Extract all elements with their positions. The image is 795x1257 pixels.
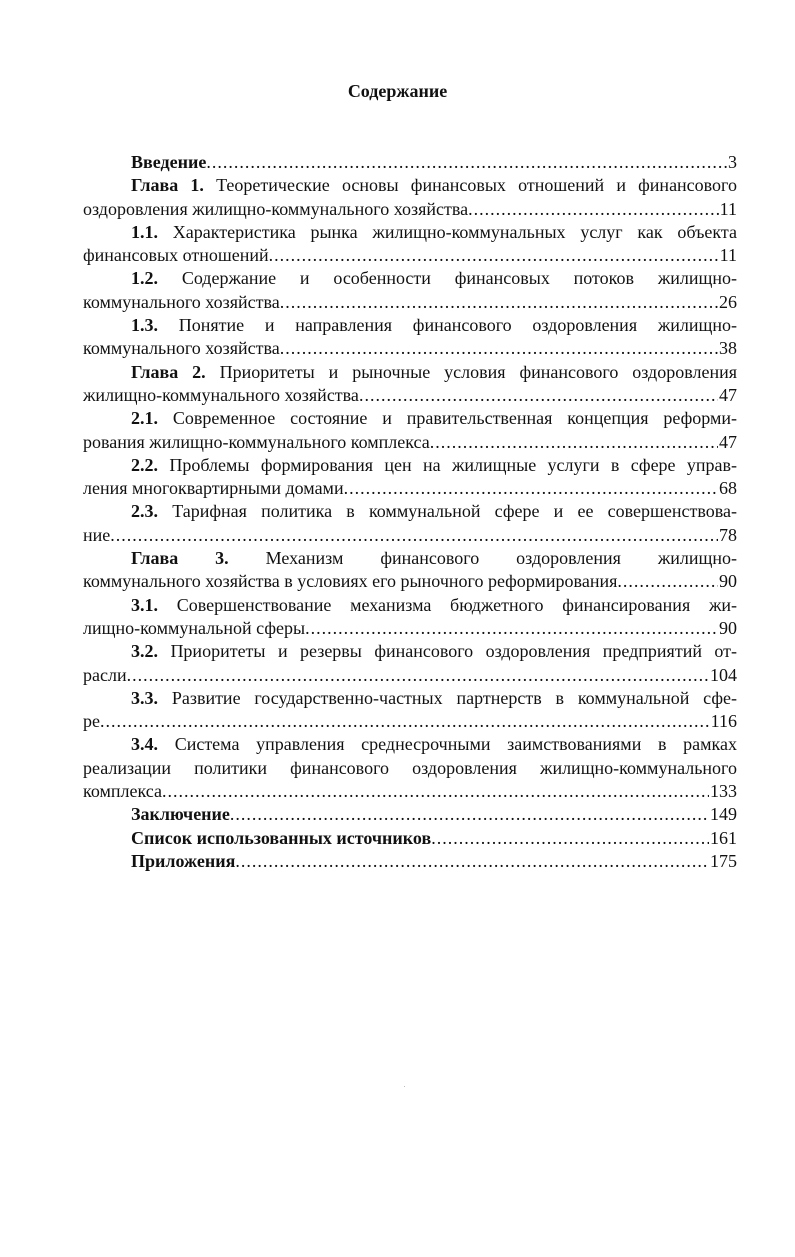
toc-entry-title-end: коммунального хозяйства — [83, 291, 280, 312]
dot-leader — [100, 710, 710, 733]
toc-entry-text — [83, 221, 737, 244]
toc-entry-title: Система управления среднесрочными заимствованиями в рамках — [174, 734, 738, 755]
toc-entry-title: Характеристика рынка жилищно-коммунальных услуг как объекта — [172, 221, 737, 242]
toc-page-number: 11 — [719, 198, 737, 219]
toc-entry-line — [83, 384, 737, 407]
toc-entry-text — [83, 547, 737, 570]
toc-entry-text — [83, 594, 737, 617]
toc-entry-number: 3.1. — [131, 594, 158, 615]
toc-page-number: 47 — [719, 431, 737, 452]
toc-entry-line — [83, 431, 737, 454]
toc-entry-text — [83, 267, 737, 290]
toc-entry-title-end: оздоровления жилищно-коммунального хозяйства — [83, 198, 469, 219]
toc-entry-text — [83, 407, 737, 430]
dot-leader — [235, 850, 709, 873]
toc-entry-title-end: расли — [83, 664, 127, 685]
toc-entry — [83, 850, 737, 873]
toc-page-number: 161 — [710, 827, 737, 848]
dot-leader — [206, 151, 727, 174]
toc-entry — [83, 361, 737, 408]
toc-entry — [83, 407, 737, 454]
toc-page-number: 149 — [710, 804, 737, 825]
dot-leader — [468, 198, 719, 221]
toc-entry-title: Теоретические основы финансовых отношений и финансового — [216, 175, 737, 196]
dot-leader — [344, 477, 718, 500]
toc-page-number: 68 — [719, 478, 737, 499]
toc-entry-text — [83, 454, 737, 477]
toc-entry-title-end: коммунального хозяйства — [83, 338, 280, 359]
toc-entry-line — [83, 803, 737, 826]
toc-entry-title-end: коммунального хозяйства в условиях его рыночного реформирования — [83, 571, 618, 592]
dot-leader — [230, 803, 709, 826]
dot-leader — [359, 384, 718, 407]
toc-entry-number: Глава 3. — [131, 548, 229, 569]
toc-entry-number: Глава 1. — [131, 175, 204, 196]
toc-page-number: 78 — [719, 524, 737, 545]
toc-entry-title: Совершенствование механизма бюджетного финансирования жи- — [176, 594, 738, 615]
toc-entry — [83, 594, 737, 641]
toc-page-number: 47 — [719, 384, 737, 405]
toc-entry-heading — [131, 850, 235, 873]
toc-entry-title: Приоритеты и резервы финансового оздоровления предприятий от- — [170, 641, 738, 662]
toc-entry-number: 3.3. — [131, 687, 158, 708]
toc-entry-heading — [131, 803, 230, 826]
table-of-contents — [83, 151, 737, 873]
toc-entry-line — [83, 850, 737, 873]
toc-entry-title-end: ре — [83, 711, 100, 732]
toc-entry-number: 2.1. — [131, 408, 158, 429]
toc-entry — [83, 454, 737, 501]
dot-leader — [110, 524, 718, 547]
toc-entry-line — [83, 477, 737, 500]
toc-page-number: 26 — [719, 291, 737, 312]
toc-entry-line — [83, 710, 737, 733]
toc-entry-number: Глава 2. — [131, 361, 206, 382]
toc-entry — [83, 733, 737, 803]
toc-entry-line — [83, 291, 737, 314]
toc-entry-title-end: ления многоквартирными домами — [83, 478, 344, 499]
toc-entry — [83, 687, 737, 734]
toc-entry-text — [83, 314, 737, 337]
toc-entry-heading — [131, 827, 431, 850]
toc-page-number: 90 — [719, 571, 737, 592]
toc-entry-line — [83, 198, 737, 221]
toc-entry-text — [83, 640, 737, 663]
toc-entry-title: Проблемы формирования цен на жилищные услуги в сфере управ- — [169, 454, 738, 475]
dot-leader — [280, 291, 718, 314]
toc-entry-line — [83, 337, 737, 360]
toc-entry — [83, 827, 737, 850]
toc-entry — [83, 221, 737, 268]
toc-entry-number: Приложения — [131, 850, 236, 871]
toc-entry — [83, 547, 737, 594]
toc-entry-line — [83, 617, 737, 640]
toc-page-number: 11 — [719, 245, 737, 266]
toc-entry — [83, 314, 737, 361]
toc-entry — [83, 174, 737, 221]
toc-entry-title: Тарифная политика в коммунальной сфере и ее совершенствова- — [172, 501, 737, 522]
toc-entry — [83, 803, 737, 826]
toc-entry-line — [83, 570, 737, 593]
toc-entry-line — [83, 244, 737, 267]
dot-leader — [269, 244, 719, 267]
toc-entry — [83, 151, 737, 174]
toc-page-number: 175 — [710, 850, 737, 871]
toc-entry-line — [83, 827, 737, 850]
toc-entry-number: 3.4. — [131, 734, 158, 755]
toc-entry-number: Заключение — [131, 804, 230, 825]
toc-entry-number: 1.2. — [131, 268, 158, 289]
toc-entry-title: Понятие и направления финансового оздоровления жилищно- — [178, 315, 738, 336]
toc-entry-title-end: финансовых отношений — [83, 245, 269, 266]
toc-page-number: 3 — [728, 152, 737, 172]
toc-entry-number: 1.3. — [131, 315, 158, 336]
toc-entry-title-end: рования жилищно-коммунального комплекса — [83, 431, 430, 452]
toc-entry-line — [83, 664, 737, 687]
toc-entry-text — [83, 361, 737, 384]
dot-leader — [162, 780, 709, 803]
toc-entry-number: 2.3. — [131, 501, 158, 522]
toc-entry-title-end: комплекса — [83, 781, 162, 802]
toc-entry-number: 3.2. — [131, 641, 158, 662]
toc-entry-line — [83, 780, 737, 803]
toc-entry — [83, 640, 737, 687]
toc-entry-number: Список использованных источников — [131, 827, 432, 848]
dot-leader — [305, 617, 718, 640]
page-title: Содержание — [347, 81, 448, 101]
toc-page-number: 38 — [719, 338, 737, 359]
toc-entry-text — [83, 687, 737, 710]
toc-entry-title: Содержание и особенности финансовых потоков жилищно- — [181, 268, 737, 289]
toc-entry-number: 2.2. — [131, 454, 158, 475]
dot-leader — [280, 337, 718, 360]
toc-entry-title-end: лищно-коммунальной сферы — [83, 617, 306, 638]
toc-page-number: 104 — [710, 664, 737, 685]
dot-leader — [127, 664, 709, 687]
toc-entry — [83, 267, 737, 314]
toc-page-number: 133 — [710, 781, 737, 802]
toc-entry-number: Введение — [131, 152, 207, 172]
toc-entry-title-end: ние — [83, 524, 111, 545]
toc-entry-number: 1.1. — [131, 221, 158, 242]
toc-entry-title: Механизм финансового оздоровления жилищно- — [265, 548, 737, 569]
toc-entry-text — [83, 733, 737, 756]
toc-entry-text — [83, 500, 737, 523]
toc-entry-text — [83, 174, 737, 197]
toc-entry-line — [83, 151, 737, 174]
scan-speck — [404, 1086, 405, 1087]
toc-entry — [83, 500, 737, 547]
toc-page-number: 116 — [710, 711, 737, 732]
toc-entry-title: Приоритеты и рыночные условия финансового оздоровления — [219, 361, 737, 382]
dot-leader — [430, 431, 718, 454]
toc-entry-title: Развитие государственно-частных партнерств в коммунальной сфе- — [171, 687, 738, 708]
toc-page-number: 90 — [719, 617, 737, 638]
toc-entry-heading — [131, 151, 206, 174]
toc-entry-title: Современное состояние и правительственная концепция реформи- — [172, 408, 738, 429]
toc-entry-line — [83, 524, 737, 547]
toc-entry-text — [83, 757, 737, 780]
dot-leader — [617, 570, 718, 593]
toc-entry-title-end: жилищно-коммунального хозяйства — [83, 384, 359, 405]
dot-leader — [431, 827, 709, 850]
toc-entry-title: реализации политики финансового оздоровления жилищно-коммунального — [83, 757, 737, 778]
